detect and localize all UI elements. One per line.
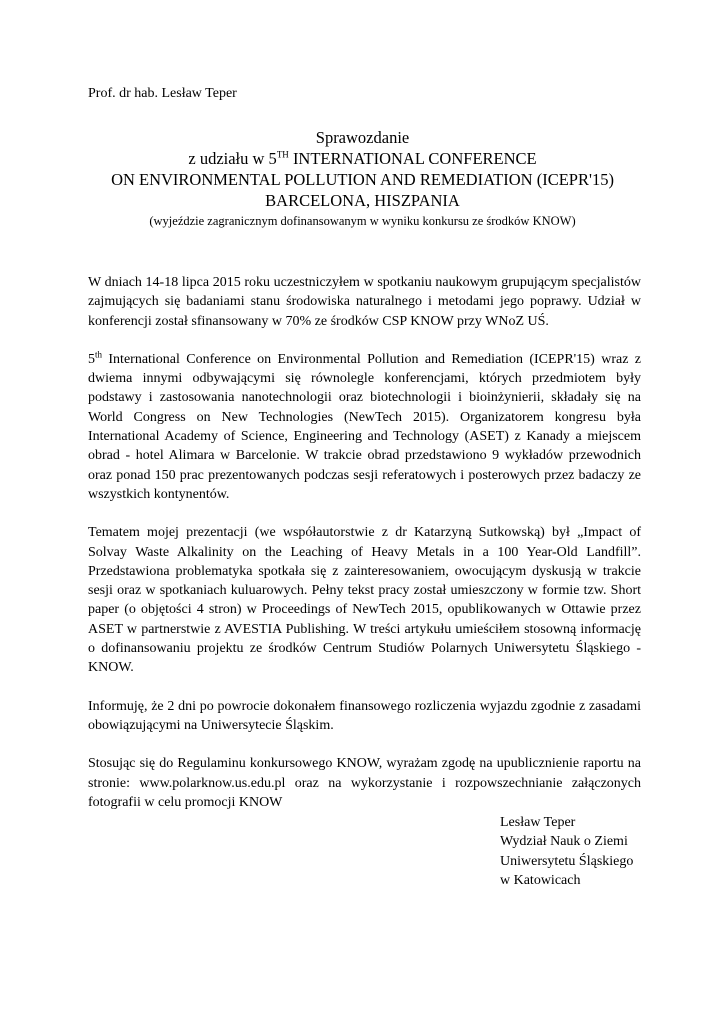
funding-note: (wyjeździe zagranicznym dofinansowanym w wyniku konkursu ze środków KNOW) [149,214,576,228]
conference-line-1 [60,148,665,169]
conference-line-1-post: INTERNATIONAL CONFERENCE [288,149,537,168]
report-header [60,127,665,230]
paragraph-2-text: International Conference on Environmental Pollution and Remediation (ICEPR'15) wraz z dwiema innymi odbywającymi się równolegle konferencjami, których przedmiotem były podstawy i zastosowania nanotechnologii oraz biotechnologii i bioinżynierii, składały się na World Congress on New Technologies (NewTech 2015). Organizatorem kongresu była International Academy of Science, Engineering and Technology (ASET) z Kanady a miejscem obrad - hotel Alimara w Barcelonie. W trakcie obrad przedstawiono 9 wykładów przewodnich oraz ponad 150 prac prezentowanych podczas sesji referatowych i posterowych przez badaczy ze wszystkich kontynentów. [88,351,641,502]
author-line: Prof. dr hab. Lesław Teper [88,86,237,101]
signature-block [500,813,633,890]
report-body [88,273,641,831]
ordinal-suffix: TH [276,149,289,160]
paragraph-2-ordinal: th [95,349,103,360]
paragraph-2 [88,350,641,504]
signature-department: Wydział Nauk o Ziemi [500,834,628,850]
conference-line-2: ON ENVIRONMENTAL POLLUTION AND REMEDIATION (ICEPR'15) [111,170,614,189]
signature-city: w Katowicach [500,872,581,888]
paragraph-2-number: 5 [88,351,95,367]
paragraph-3: Tematem mojej prezentacji (we współautorstwie z dr Katarzyną Sutkowską) był „Impact of Solvay Waste Alkalinity on the Leaching of Heavy Metals in a 100 Year-Old Landfill”. Przedstawiona problematyka spotkała się z zainteresowaniem, owocującym dyskusją w trakcie sesji oraz w spotkaniach kuluarowych. Pełny tekst pracy został umieszczony w formie tzw. Short paper (o objętości 4 stron) w Proceedings of NewTech 2015, opublikowanych w Ottawie przez ASET w partnerstwie z AVESTIA Publishing. W treści artykułu umieściłem stosowną informację o dofinansowaniu projektu ze środków Centrum Studiów Polarnych Uniwersytetu Śląskiego - KNOW. [88,525,641,676]
paragraph-1: W dniach 14-18 lipca 2015 roku uczestniczyłem w spotkaniu naukowym grupującym specjalistów zajmujących się badaniami stanu środowiska naturalnego i metodami jego poprawy. Udział w konferencji został sfinansowany w 70% ze środków CSP KNOW przy WNoZ UŚ. [88,275,641,329]
conference-line-1-pre: z udziału w 5 [188,149,277,168]
signature-name: Lesław Teper [500,815,576,830]
paragraph-4: Informuję, że 2 dni po powrocie dokonałem finansowego rozliczenia wyjazdu zgodnie z zasadami obowiązującymi na Uniwersytecie Śląskim. [88,698,641,733]
paragraph-5: Stosując się do Regulaminu konkursowego KNOW, wyrażam zgodę na upublicznienie raportu na stronie: www.polarknow.us.edu.pl oraz na wykorzystanie i rozpowszechnianie załączonych fotografii w celu promocji KNOW [88,756,641,810]
conference-location: BARCELONA, HISZPANIA [265,191,460,210]
report-title: Sprawozdanie [315,128,410,147]
signature-university: Uniwersytetu Śląskiego [500,853,634,869]
